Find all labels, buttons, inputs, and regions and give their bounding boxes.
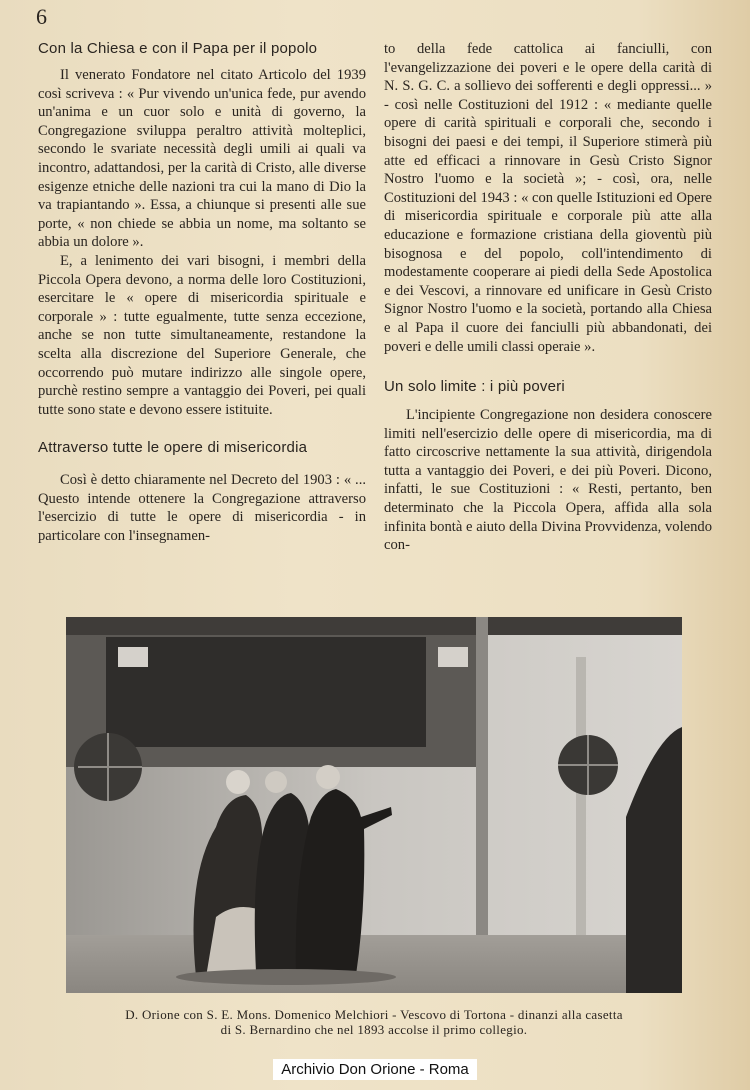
section-heading-church: Con la Chiesa e con il Papa per il popolo — [38, 40, 318, 57]
archive-label: Archivio Don Orione - Roma — [273, 1059, 477, 1080]
caption-line: di S. Bernardino che nel 1893 accolse il primo collegio. — [220, 1022, 528, 1037]
left-column — [38, 40, 366, 546]
paragraph: E, a lenimento dei vari bisogni, i membri della Piccola Opera devono, a norma delle loro Costituzioni, esercitare le « opere di misericordia spirituale e corporale » : tutte egualmente, tutte senza eccezione, anche se non tutte simultaneamente, restandone la scelta alla discrezione del Superiore Generale, che occorrendo può mutare indirizzo alle singole opere, purchè restino sempre a vantaggio dei Poveri, pei quali tutte sono state e devono essere istituite. — [38, 252, 366, 418]
paragraph: Così è detto chiaramente nel Decreto del 1903 : « ... Questo intende ottenere la Congregazione attraverso l'esercizio di tutte le opere di misericordia - in particolare con l'insegnamen- — [38, 472, 366, 545]
paragraph: Il venerato Fondatore nel citato Articolo del 1939 così scriveva : « Pur vivendo un'unica fede, pur avendo un'anima e un cuor solo e unità di governo, la Congregazione sviluppa peraltro attività molteplici, secondo le svariate necessità degli umili ai quali va incontro, adattandosi, per la carità di Cristo, alle diverse esigenze etniche delle nazioni tra cui la mano di Dio la va trapiantando ». Essa, a chiunque si presenti alle sue porte, « non chiede se abbia un nome, ma soltanto se abbia un dolore ». — [38, 67, 366, 251]
right-column — [384, 40, 712, 555]
page-number: 6 — [36, 4, 47, 29]
section-heading-mercy: Attraverso tutte le opere di misericordia — [38, 439, 308, 457]
section-heading-poor: Un solo limite : i più poveri — [384, 378, 565, 396]
photo-caption — [66, 1007, 682, 1037]
paragraph: to della fede cattolica ai fanciulli, con l'evangelizzazione dei poveri e le opere della carità di N. S. G. C. a sollievo dei sofferenti e degli oppressi... » - così nelle Costituzioni del 1912 : « mediante quelle opere di carità spirituali e corporali che, secondo i bisogni dei paesi e dei tempi, il Superiore stimerà più atte ed efficaci a rinnovare in Gesù Cristo Signor Nostro l'uomo e la società »; - così, ora, nelle Costituzioni del 1943 : « con quelle Istituzioni ed Opere di misericordia spirituale e corporale più atte alla educazione e formazione cristiana della gioventù più bisognosa e del popolo, coll'intendimento di modestamente cooperare ai piedi della Sede Apostolica e dei Vescovi, a rinnovare ed unificare in Gesù Cristo Signor Nostro l'uomo e la società, portando alla Chiesa e al Papa il cuore dei fanciulli più abbandonati, dei poveri e delle umili classi operaie ». — [384, 41, 712, 355]
paragraph: L'incipiente Congregazione non desidera conoscere limiti nell'esercizio delle opere di misericordia, ma di fatto circoscrive nettamente la sua attività, dirigendola tutta a vantaggio dei Poveri, e dei più Poveri. Dicono, infatti, le sue Costituzioni : « Resti, pertanto, ben determinato che la Piccola Opera, affida alla sola infinita bontà e aiuto della Divina Provvidenza, volendo con- — [384, 407, 712, 554]
historical-photo — [66, 617, 682, 993]
caption-line: D. Orione con S. E. Mons. Domenico Melchiori - Vescovo di Tortona - dinanzi alla casetta — [125, 1007, 623, 1022]
archive-footer — [0, 1061, 750, 1078]
